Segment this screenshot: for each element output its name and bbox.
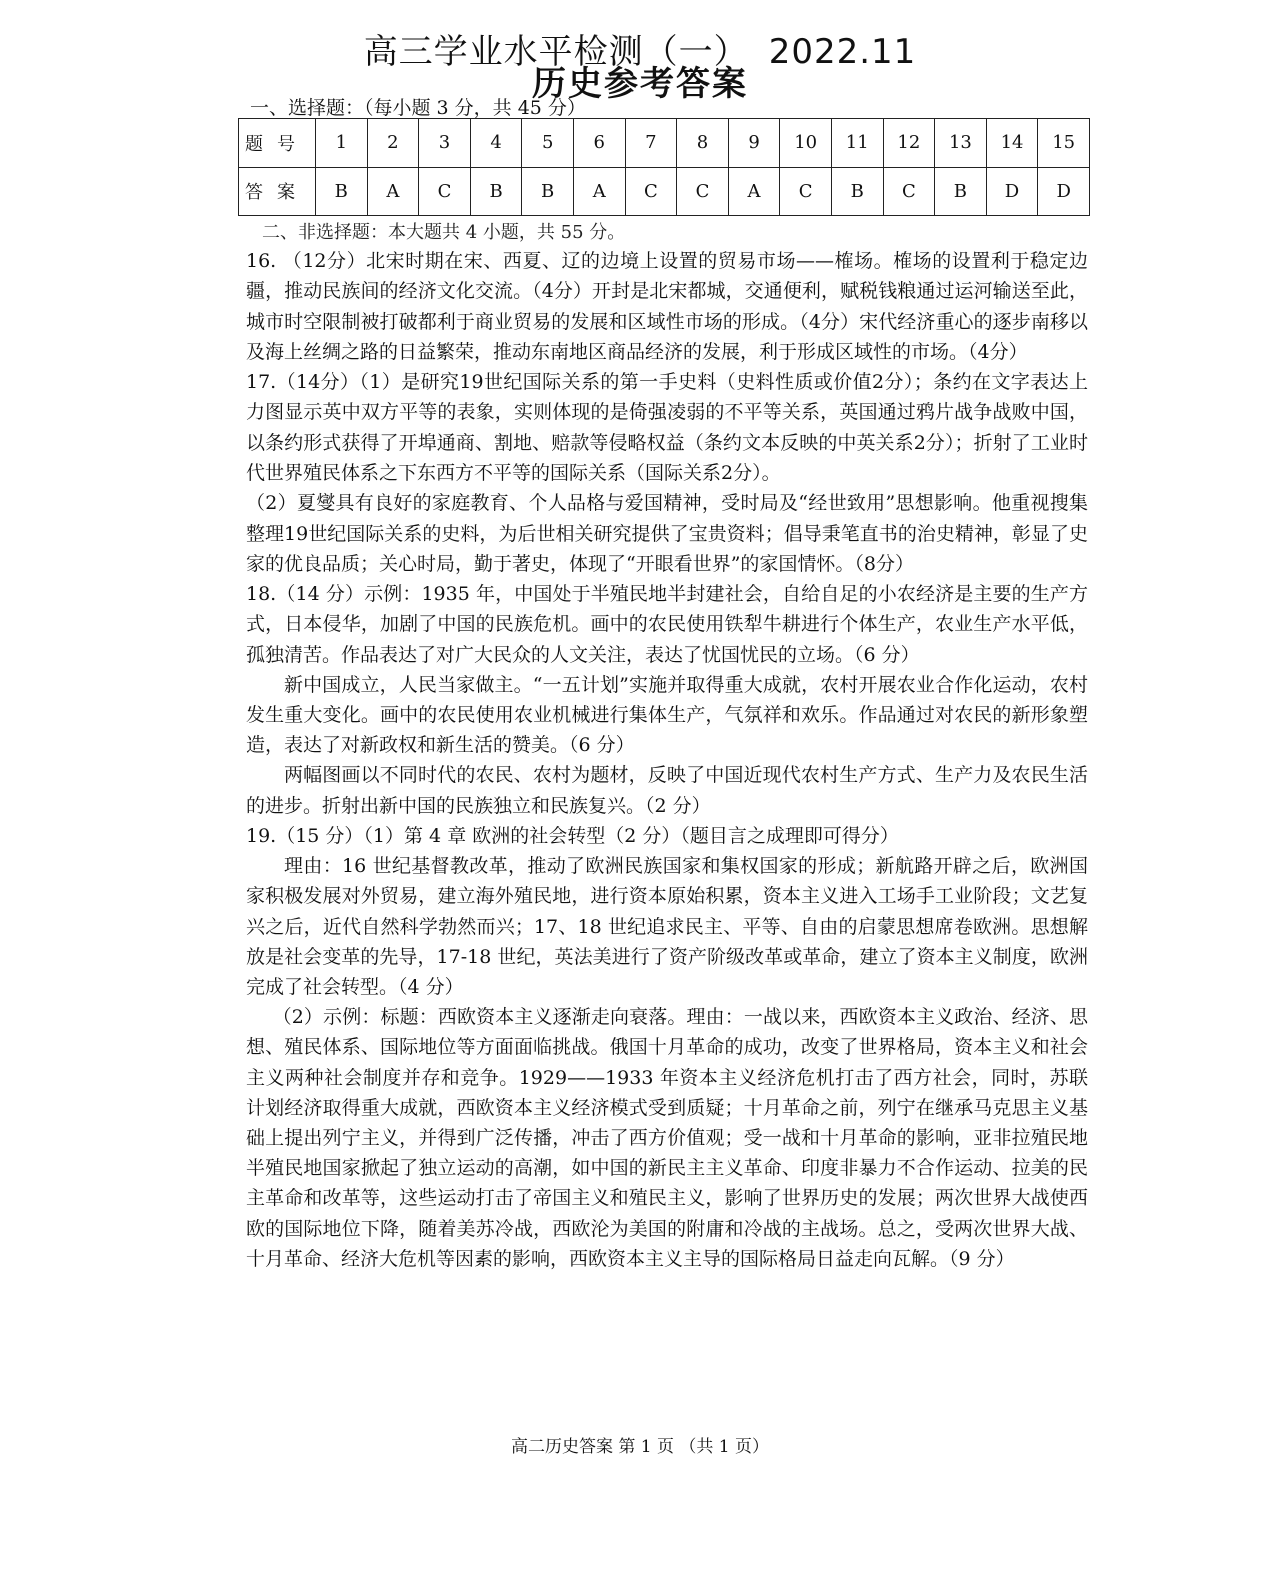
answer-cell: C xyxy=(625,167,677,216)
question-number: 5 xyxy=(522,119,574,168)
answer-cell: C xyxy=(780,167,832,216)
question-number: 1 xyxy=(316,119,368,168)
question-number: 13 xyxy=(935,119,987,168)
answer-cell: A xyxy=(728,167,780,216)
row-label-answer: 答案 xyxy=(239,167,316,216)
table-row-numbers xyxy=(239,119,1090,168)
question-number: 11 xyxy=(831,119,883,168)
page-title: 历史参考答案 xyxy=(532,64,748,104)
row-label-number: 题号 xyxy=(239,119,316,168)
answer-body xyxy=(246,246,1088,1274)
q17-answer-part1: 17.（14分）（1）是研究19世纪国际关系的第一手史料（史料性质或价值2分）；条约在文字表达上力图显示英中双方平等的表象，实则体现的是倚强凌弱的不平等关系，英国通过鸦片战争战败中国，以条约形式获得了开埠通商、割地、赔款等侵略权益（条约文本反映的中英关系2分）；折射了工业时代世界殖民体系之下东西方不平等的国际关系（国际关系2分）。 xyxy=(246,371,1088,485)
question-number: 12 xyxy=(883,119,935,168)
section2-heading: 二、非选择题：本大题共 4 小题，共 55 分。 xyxy=(262,222,626,243)
question-number: 3 xyxy=(419,119,471,168)
q17-answer-part2: （2）夏燮具有良好的家庭教育、个人品格与爱国精神，受时局及“经世致用”思想影响。他重视搜集整理19世纪国际关系的史料，为后世相关研究提供了宝贵资料；倡导秉笔直书的治史精神，彰显了史家的优良品质；关心时局，勤于著史，体现了“开眼看世界”的家国情怀。（8分） xyxy=(246,492,1088,575)
q18-answer-part3: 两幅图画以不同时代的农民、农村为题材，反映了中国近现代农村生产方式、生产力及农民生活的进步。折射出新中国的民族独立和民族复兴。（2 分） xyxy=(246,764,1088,817)
question-number: 10 xyxy=(780,119,832,168)
question-number: 7 xyxy=(625,119,677,168)
section1-heading: 一、选择题：（每小题 3 分，共 45 分） xyxy=(250,97,586,119)
answer-cell: D xyxy=(986,167,1038,216)
exam-title-text: 高三学业水平检测（一） xyxy=(363,32,749,72)
answer-cell: D xyxy=(1038,167,1090,216)
page-footer: 高二历史答案 第 1 页 （共 1 页） xyxy=(510,1437,770,1457)
question-number: 15 xyxy=(1038,119,1090,168)
q16-answer: 16. （12分）北宋时期在宋、西夏、辽的边境上设置的贸易市场——榷场。榷场的设置利于稳定边疆，推动民族间的经济文化交流。（4分）开封是北宋都城，交通便利，赋税钱粮通过运河输送至此，城市时空限制被打破都利于商业贸易的发展和区域性市场的形成。（4分）宋代经济重心的逐步南移以及海上丝绸之路的日益繁荣，推动东南地区商品经济的发展，利于形成区域性的市场。（4分） xyxy=(246,250,1088,363)
exam-date: 2022.11 xyxy=(768,32,917,72)
table-row-answers xyxy=(239,167,1090,216)
answer-cell: C xyxy=(883,167,935,216)
answer-cell: C xyxy=(677,167,729,216)
q19-answer-part2: 理由：16 世纪基督教改革，推动了欧洲民族国家和集权国家的形成；新航路开辟之后，欧洲国家积极发展对外贸易，建立海外殖民地，进行资本原始积累，资本主义进入工场手工业阶段；文艺复兴之后，近代自然科学勃然而兴；17、18 世纪追求民主、平等、自由的启蒙思想席卷欧洲。思想解放是社会变革的先导，17-18 世纪，英法美进行了资产阶级改革或革命，建立了资本主义制度，欧洲完成了社会转型。（4 分） xyxy=(246,855,1088,998)
answer-cell: A xyxy=(367,167,419,216)
question-number: 6 xyxy=(573,119,625,168)
answer-cell: C xyxy=(419,167,471,216)
answer-cell: B xyxy=(522,167,574,216)
question-number: 2 xyxy=(367,119,419,168)
answer-cell: B xyxy=(935,167,987,216)
question-number: 8 xyxy=(677,119,729,168)
answer-cell: B xyxy=(316,167,368,216)
q18-answer-part2: 新中国成立，人民当家做主。“一五计划”实施并取得重大成就，农村开展农业合作化运动，农村发生重大变化。画中的农民使用农业机械进行集体生产，气氛祥和欢乐。作品通过对农民的新形象塑造，表达了对新政权和新生活的赞美。（6 分） xyxy=(246,673,1088,757)
answer-cell: B xyxy=(470,167,522,216)
q18-answer-part1: 18.（14 分）示例：1935 年，中国处于半殖民地半封建社会，自给自足的小农经济是主要的生产方式，日本侵华，加剧了中国的民族危机。画中的农民使用铁犁牛耕进行个体生产，农业生产水平低，孤独清苦。作品表达了对广大民众的人文关注，表达了忧国忧民的立场。（6 分） xyxy=(246,583,1088,666)
question-number: 4 xyxy=(470,119,522,168)
q19-answer-part3: （2）示例：标题：西欧资本主义逐渐走向衰落。理由：一战以来，西欧资本主义政治、经济、思想、殖民体系、国际地位等方面面临挑战。俄国十月革命的成功，改变了世界格局，资本主义和社会主义两种社会制度并存和竞争。1929——1933 年资本主义经济危机打击了西方社会，同时，苏联计划经济取得重大成就，西欧资本主义经济模式受到质疑；十月革命之前，列宁在继承马克思主义基础上提出列宁主义，并得到广泛传播，冲击了西方价值观；受一战和十月革命的影响，亚非拉殖民地半殖民地国家掀起了独立运动的高潮，如中国的新民主主义革命、印度非暴力不合作运动、拉美的民主革命和改革等，这些运动打击了帝国主义和殖民主义，影响了世界历史的发展；两次世界大战使西欧的国际地位下降，随着美苏冷战，西欧沦为美国的附庸和冷战的主战场。总之，受两次世界大战、十月革命、经济大危机等因素的影响，西欧资本主义主导的国际格局日益走向瓦解。（9 分） xyxy=(246,1006,1088,1270)
answer-cell: A xyxy=(573,167,625,216)
question-number: 9 xyxy=(728,119,780,168)
q19-answer-part1: 19.（15 分）（1）第 4 章 欧洲的社会转型（2 分）（题目言之成理即可得分） xyxy=(246,824,899,847)
question-number: 14 xyxy=(986,119,1038,168)
answer-cell: B xyxy=(831,167,883,216)
answer-table xyxy=(238,118,1090,216)
